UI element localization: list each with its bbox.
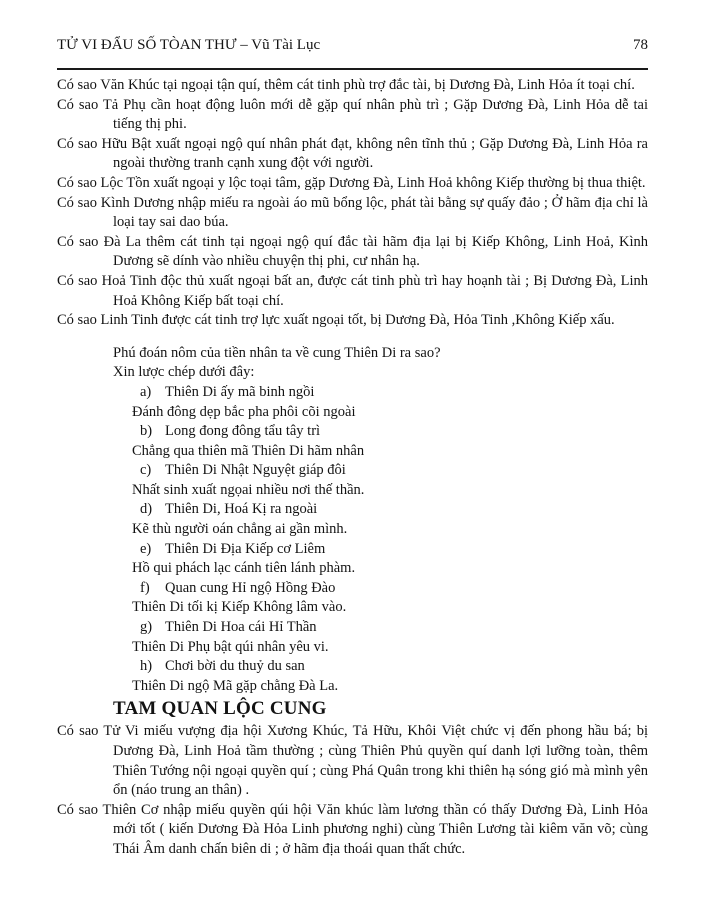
- poem-letter-label: g): [140, 619, 153, 636]
- poem-line: Đánh đông dẹp bắc pha phôi cõi ngoài: [132, 403, 356, 420]
- poem-line: [140, 422, 648, 442]
- poem-line: Chẳng qua thiên mã Thiên Di hãm nhân: [132, 442, 365, 459]
- running-title: TỬ VI ĐẨU SỐ TÒAN THƯ – Vũ Tài Lục: [57, 37, 321, 53]
- poem-line: [140, 657, 648, 677]
- poem-line: Kẽ thù người oán chẳng ai gần mình.: [132, 521, 348, 538]
- body-paragraph: Có sao Tả Phụ cần hoạt động luôn mới dễ gặp quí nhân phù trì ; Gặp Dương Đà, Linh Hỏa dễ tai tiếng thị phi.: [57, 96, 648, 133]
- poem-line: [140, 500, 648, 520]
- poem-letter-label: b): [140, 423, 153, 440]
- poem-line: [140, 540, 648, 560]
- poem-letter-label: e): [140, 540, 152, 557]
- poem-line-text: Thiên Di ấy mã binh ngồi: [165, 383, 315, 400]
- poem-block: [113, 344, 648, 697]
- page-body: [57, 76, 648, 860]
- section-paragraph: Có sao Thiên Cơ nhập miếu quyền qúi hội Văn khúc làm lương thần có thấy Dương Đà, Linh Hỏa mới tốt ( kiến Dương Đà Hỏa Linh phương nghi) cùng Thiên Lương tài kiêm văn võ; cùng Thái Âm danh chấn biên di ; ở hãm địa thoái quan thất chức.: [57, 801, 648, 857]
- poem-line-text: Chơi bời du thuỷ du san: [165, 658, 305, 675]
- poem-letter-label: c): [140, 462, 152, 479]
- section-heading: TAM QUAN LỘC CUNG: [113, 698, 327, 720]
- poem-line-text: Long đong đông tẩu tây trì: [165, 423, 321, 440]
- poem-line: [140, 579, 648, 599]
- poem-line-text: Quan cung Hỉ ngộ Hồng Đào: [165, 579, 336, 596]
- page-number: 78: [633, 37, 648, 53]
- poem-intro-line: Xin lược chép dưới đây:: [113, 364, 255, 381]
- poem-line: [140, 383, 648, 403]
- poem-line: [140, 618, 648, 638]
- body-paragraph: Có sao Đà La thêm cát tinh tại ngoại ngộ quí đắc tài hãm địa lại bị Kiếp Không, Linh Hoả, Kình Dương sẽ dính vào nhiều chuyện thị phi, cư nhân hạ.: [57, 233, 648, 270]
- poem-line: Thiên Di Phụ bật qúi nhân yêu vi.: [132, 638, 329, 655]
- poem-line-text: Thiên Di Địa Kiếp cơ Liêm: [165, 540, 326, 557]
- body-paragraph: Có sao Hoả Tinh độc thủ xuất ngoại bất an, được cát tinh phù trì hay hoạnh tài ; Bị Dương Đà, Linh Hoả Không Kiếp bất toại chí.: [57, 272, 648, 309]
- poem-line: Nhất sinh xuất ngọai nhiều nơi thế thần.: [132, 481, 365, 498]
- section-paragraph: Có sao Tử Vi miếu vượng địa hội Xương Khúc, Tả Hữu, Khôi Việt chức vị đến phong hầu bá; bị Dương Đà, Linh Hoả tầm thường ; cùng Thiên Phủ quyền quí danh lợi lưỡng toàn, thêm Thiên Tướng nội ngoại quyền quí ; cùng Phá Quân trong khi thiên hạ sóng gió mà mình yên ổn (náo trung an thân) .: [57, 723, 648, 799]
- poem-line-text: Thiên Di Hoa cái Hỉ Thần: [165, 619, 317, 636]
- poem-letter-label: a): [140, 383, 152, 400]
- poem-line-text: Thiên Di, Hoá Kị ra ngoài: [165, 501, 318, 518]
- poem-line: [140, 461, 648, 481]
- poem-line-text: Thiên Di Nhật Nguyệt giáp đôi: [165, 462, 346, 479]
- poem-letter-label: d): [140, 501, 153, 518]
- body-paragraph: Có sao Hữu Bật xuất ngoại ngộ quí nhân phát đạt, không nên tĩnh thủ ; Gặp Dương Đà, Linh Hỏa ra ngoài thường tranh cạnh xung đột với người.: [57, 135, 648, 172]
- body-paragraph: Có sao Văn Khúc tại ngoại tận quí, thêm cát tinh phù trợ đắc tài, bị Dương Đà, Linh Hỏa ít toại chí.: [57, 77, 635, 93]
- poem-line: Thiên Di tối kị Kiếp Không lâm vào.: [132, 599, 347, 616]
- body-paragraph: Có sao Lộc Tồn xuất ngoại y lộc toại tâm, gặp Dương Đà, Linh Hoả không Kiếp thường bị thua thiệt.: [57, 174, 646, 191]
- poem-line: Thiên Di ngộ Mã gặp chằng Đà La.: [132, 677, 339, 694]
- poem-letter-label: h): [140, 658, 153, 675]
- body-paragraph: Có sao Kình Dương nhập miếu ra ngoài áo mũ bổng lộc, phát tài bằng sự quấy đảo ; Ở hãm địa chỉ là loại tay sai dao búa.: [57, 194, 648, 231]
- poem-letter-label: f): [140, 579, 150, 596]
- page-header: [57, 36, 648, 70]
- poem-line: Hồ qui phách lạc cánh tiên lánh phàm.: [132, 560, 356, 577]
- body-paragraph: Có sao Linh Tinh được cát tinh trợ lực xuất ngoại tốt, bị Dương Đà, Hỏa Tinh ,Không Kiếp xấu.: [57, 312, 615, 329]
- poem-intro-line: Phú đoán nôm của tiền nhân ta về cung Thiên Di ra sao?: [113, 344, 441, 361]
